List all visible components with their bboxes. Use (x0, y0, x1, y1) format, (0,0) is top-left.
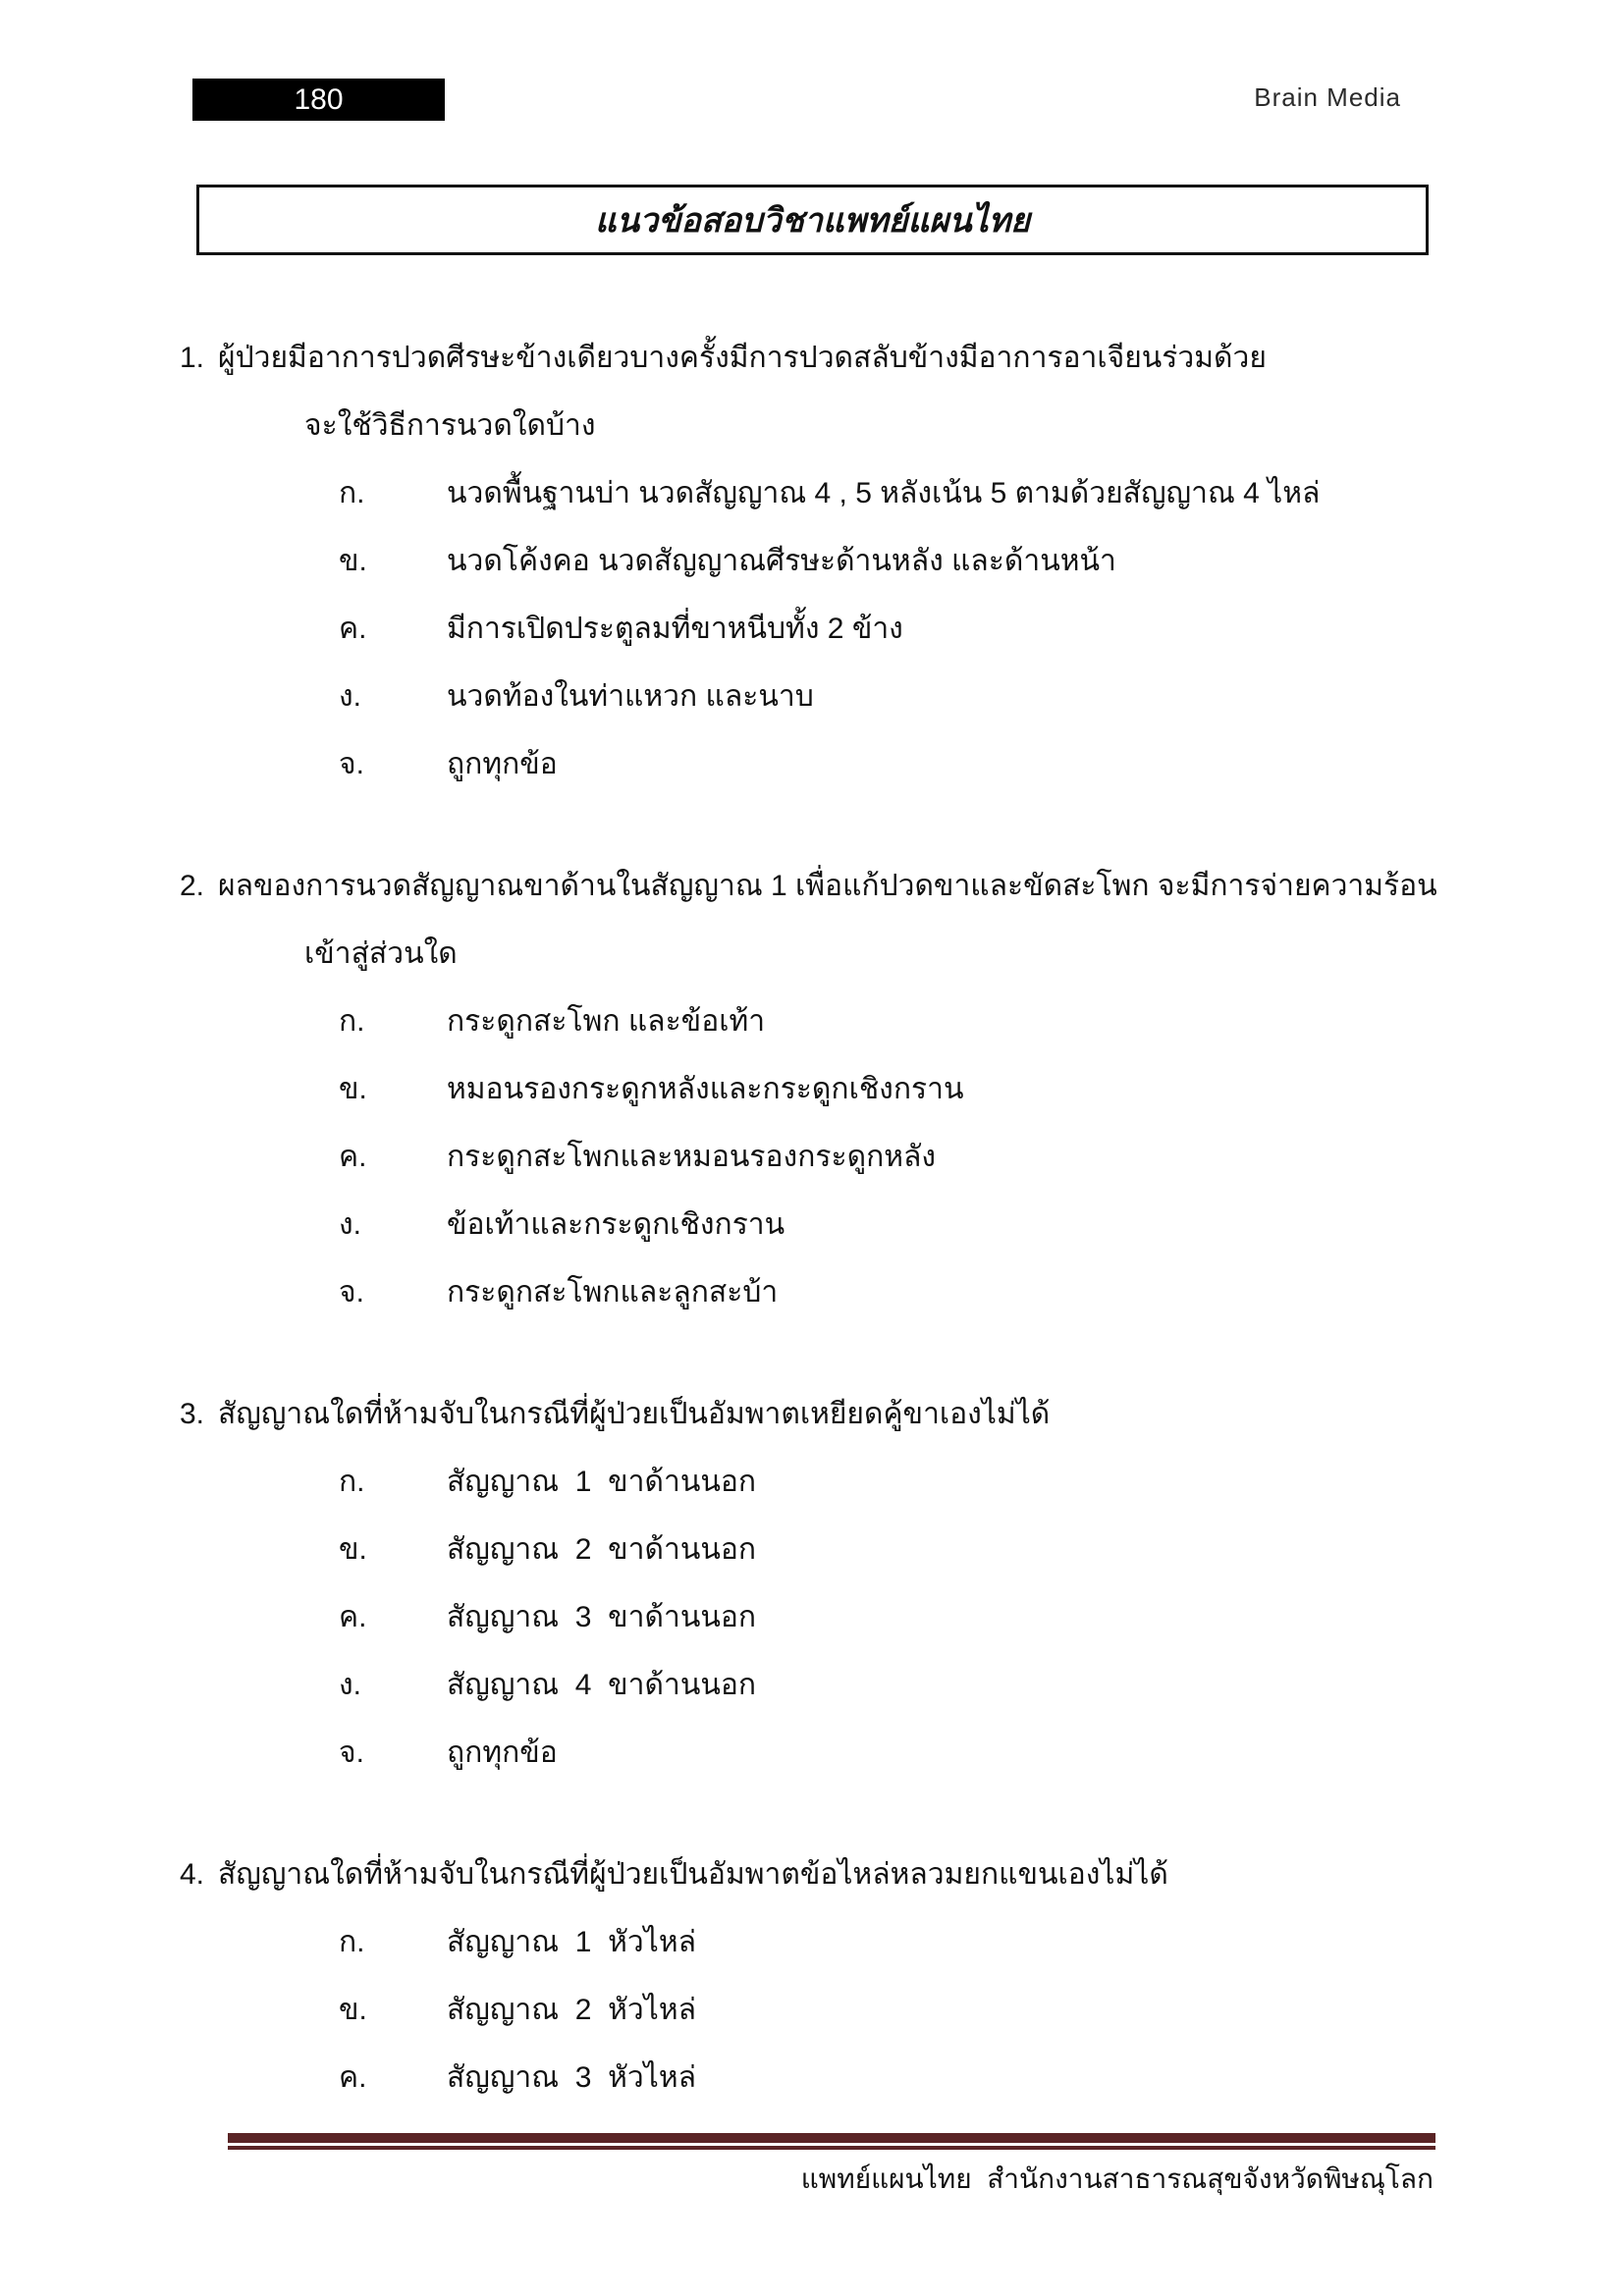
choice-text: ข้อเท้าและกระดูกเชิงกราน (447, 1208, 785, 1241)
question-first-line (0, 1841, 1624, 1908)
choice-text: หมอนรองกระดูกหลังและกระดูกเชิงกราน (447, 1073, 964, 1105)
choice-text: สัญญาณ 2 หัวไหล่ (447, 1994, 697, 2026)
question-first-line (0, 852, 1624, 920)
choice-text: นวดโค้งคอ นวดสัญญาณศีรษะด้านหลัง และด้านหน้า (447, 545, 1116, 577)
choice-label: จ. (339, 1736, 364, 1769)
question-text: จะใช้วิธีการนวดใดบ้าง (304, 409, 596, 442)
choice-text: สัญญาณ 1 หัวไหล่ (447, 1926, 697, 1958)
footer-divider-thin (228, 2146, 1435, 2150)
question-first-line (0, 324, 1624, 392)
choice-row (0, 1055, 1624, 1123)
choice-row (0, 1258, 1624, 1326)
title-box (196, 185, 1429, 255)
choice-label: ง. (339, 680, 361, 713)
choice-row (0, 595, 1624, 663)
choice-label: ก. (339, 1466, 365, 1498)
question-text: ผู้ป่วยมีอาการปวดศีรษะข้างเดียวบางครั้งมีการปวดสลับข้างมีอาการอาเจียนร่วมด้วย (218, 342, 1267, 374)
choice-row (0, 1191, 1624, 1258)
choice-row (0, 1448, 1624, 1516)
question-text: สัญญาณใดที่ห้ามจับในกรณีที่ผู้ป่วยเป็นอัมพาตข้อไหล่หลวมยกแขนเองไม่ได้ (218, 1858, 1168, 1891)
choice-text: นวดท้องในท่าแหวก และนาบ (447, 680, 814, 713)
choice-text: สัญญาณ 2 ขาด้านนอก (447, 1533, 757, 1566)
question-text: สัญญาณใดที่ห้ามจับในกรณีที่ผู้ป่วยเป็นอัมพาตเหยียดคู้ขาเองไม่ได้ (218, 1398, 1051, 1430)
choice-label: ค. (339, 1141, 367, 1173)
choice-text: สัญญาณ 3 ขาด้านนอก (447, 1601, 757, 1633)
choice-text: ถูกทุกข้อ (447, 748, 558, 780)
choice-label: ข. (339, 545, 367, 577)
choice-label: ค. (339, 1601, 367, 1633)
choice-row (0, 663, 1624, 730)
choice-text: นวดพื้นฐานบ่า นวดสัญญาณ 4 , 5 หลังเน้น 5 ตามด้วยสัญญาณ 4 ไหล่ (447, 477, 1321, 509)
choice-row (0, 1516, 1624, 1583)
question-number: 4. (180, 1858, 205, 1891)
choice-text: กระดูกสะโพก และข้อเท้า (447, 1005, 766, 1038)
choice-row (0, 1908, 1624, 1976)
question-number: 2. (180, 870, 205, 902)
question-text: เข้าสู่ส่วนใด (304, 937, 458, 970)
brand-label: Brain Media (1254, 82, 1401, 112)
question-block (0, 1841, 1624, 2111)
page-title: แนวข้อสอบวิชาแพทย์แผนไทย (594, 202, 1031, 240)
question-continuation-line (0, 392, 1624, 459)
choice-label: ข. (339, 1994, 367, 2026)
question-number: 1. (180, 342, 205, 374)
page-number: 180 (294, 82, 344, 116)
page-number-badge (192, 79, 445, 121)
choice-label: ง. (339, 1208, 361, 1241)
choice-label: ค. (339, 613, 367, 645)
choice-row (0, 527, 1624, 595)
choice-text: สัญญาณ 1 ขาด้านนอก (447, 1466, 757, 1498)
choice-text: กระดูกสะโพกและลูกสะบ้า (447, 1276, 779, 1308)
choice-label: จ. (339, 748, 364, 780)
choice-label: ก. (339, 1926, 365, 1958)
choice-label: จ. (339, 1276, 364, 1308)
choice-row (0, 730, 1624, 798)
footer-text: แพทย์แผนไทย สำนักงานสาธารณสุขจังหวัดพิษณุโลก (800, 2163, 1434, 2194)
question-continuation-line (0, 920, 1624, 988)
question-first-line (0, 1380, 1624, 1448)
question-block (0, 324, 1624, 798)
question-text: ผลของการนวดสัญญาณขาด้านในสัญญาณ 1 เพื่อแก้ปวดขาและขัดสะโพก จะมีการจ่ายความร้อน (218, 870, 1437, 902)
choice-text: ถูกทุกข้อ (447, 1736, 558, 1769)
choice-row (0, 1651, 1624, 1719)
questions (0, 324, 1624, 2165)
choice-row (0, 459, 1624, 527)
choice-row (0, 1719, 1624, 1787)
choice-text: สัญญาณ 3 หัวไหล่ (447, 2061, 697, 2094)
question-block (0, 1380, 1624, 1787)
choice-row (0, 1123, 1624, 1191)
question-number: 3. (180, 1398, 205, 1430)
choice-label: ข. (339, 1073, 367, 1105)
choice-row (0, 1583, 1624, 1651)
choice-text: กระดูกสะโพกและหมอนรองกระดูกหลัง (447, 1141, 937, 1173)
footer-divider-thick (228, 2133, 1435, 2143)
choice-text: สัญญาณ 4 ขาด้านนอก (447, 1669, 757, 1701)
choice-label: ค. (339, 2061, 367, 2094)
choice-label: ก. (339, 477, 365, 509)
choice-text: มีการเปิดประตูลมที่ขาหนีบทั้ง 2 ข้าง (447, 613, 903, 645)
choice-label: ข. (339, 1533, 367, 1566)
question-block (0, 852, 1624, 1326)
choice-row (0, 988, 1624, 1055)
choice-label: ง. (339, 1669, 361, 1701)
choice-row (0, 1976, 1624, 2044)
choice-row (0, 2044, 1624, 2111)
choice-label: ก. (339, 1005, 365, 1038)
